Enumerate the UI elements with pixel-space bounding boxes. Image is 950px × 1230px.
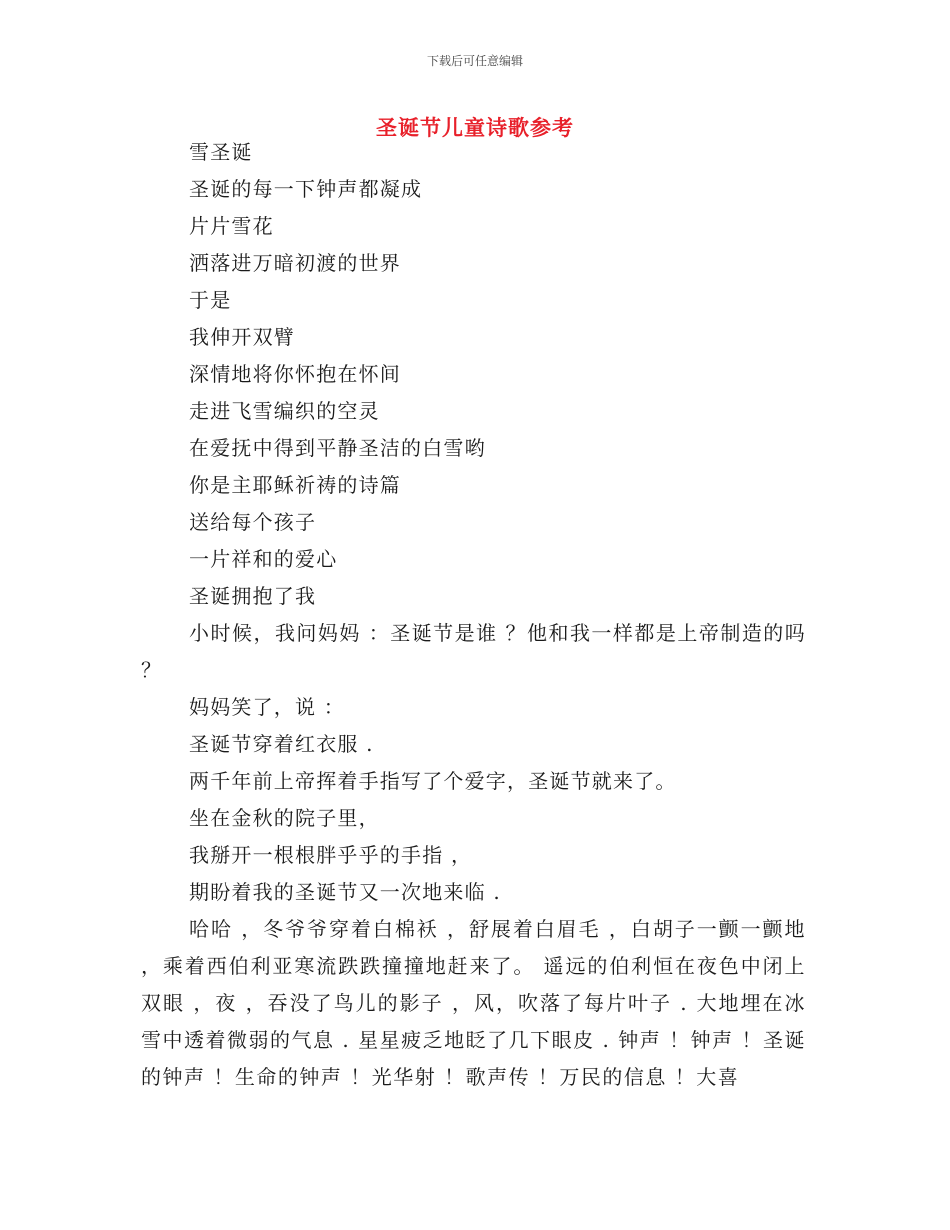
document-title: 圣诞节儿童诗歌参考 [376, 115, 574, 140]
poem-line: 一片祥和的爱心 [189, 547, 338, 571]
document-body [141, 134, 806, 1096]
poem-line: 片片雪花 [189, 214, 274, 238]
paragraph-final: 哈哈 ，冬爷爷穿着白棉袄 ，舒展着白眉毛 ，白胡子一颤一颤地 ，乘着西伯利亚寒流跌跌撞撞地赶来了。 遥远的伯利恒在夜色中闭上双眼 ，夜 ，吞没了鸟儿的影子 ，风，吹落了每片叶子 . 大地埋在冰雪中透着微弱的气息 . 星星疲乏地眨了几下眼皮 . 钟声 ！钟声 ！圣诞的钟声 ！生命的钟声 ！光华射 ！歌声传 ！万民的信息 ！大喜 [141, 917, 806, 1089]
poem-line: 圣诞拥抱了我 [189, 584, 317, 608]
poem-line: 圣诞的每一下钟声都凝成 [189, 177, 423, 201]
poem-line: 送给每个孩子 [189, 510, 317, 534]
poem-line: 洒落进万暗初渡的世界 [189, 251, 401, 275]
dialogue-line: 期盼着我的圣诞节又一次地来临 . [189, 880, 501, 904]
dialogue-line: 我掰开一根根胖乎乎的手指 ， [189, 843, 473, 867]
poem-line: 深情地将你怀抱在怀间 [189, 362, 401, 386]
poem-line: 走进飞雪编织的空灵 [189, 399, 380, 423]
dialogue-line: 坐在金秋的院子里， [189, 806, 380, 830]
dialogue-line: 圣诞节穿着红衣服 . [189, 732, 374, 756]
poem-line: 在爱抚中得到平静圣洁的白雪哟 [189, 436, 486, 460]
poem-line: 我伸开双臂 [189, 325, 295, 349]
poem-line: 你是主耶稣祈祷的诗篇 [189, 473, 401, 497]
dialogue-line: 妈妈笑了，说 ： [189, 695, 345, 719]
poem-line: 于是 [189, 288, 232, 312]
poem-line: 雪圣诞 [189, 140, 253, 164]
paragraph-question: 小时候，我问妈妈 ：圣诞节是谁 ？他和我一样都是上帝制造的吗 ？ [141, 621, 806, 682]
dialogue-line: 两千年前上帝挥着手指写了个爱字，圣诞节就来了。 [189, 769, 677, 793]
page-header: 下载后可任意编辑 [426, 54, 523, 68]
